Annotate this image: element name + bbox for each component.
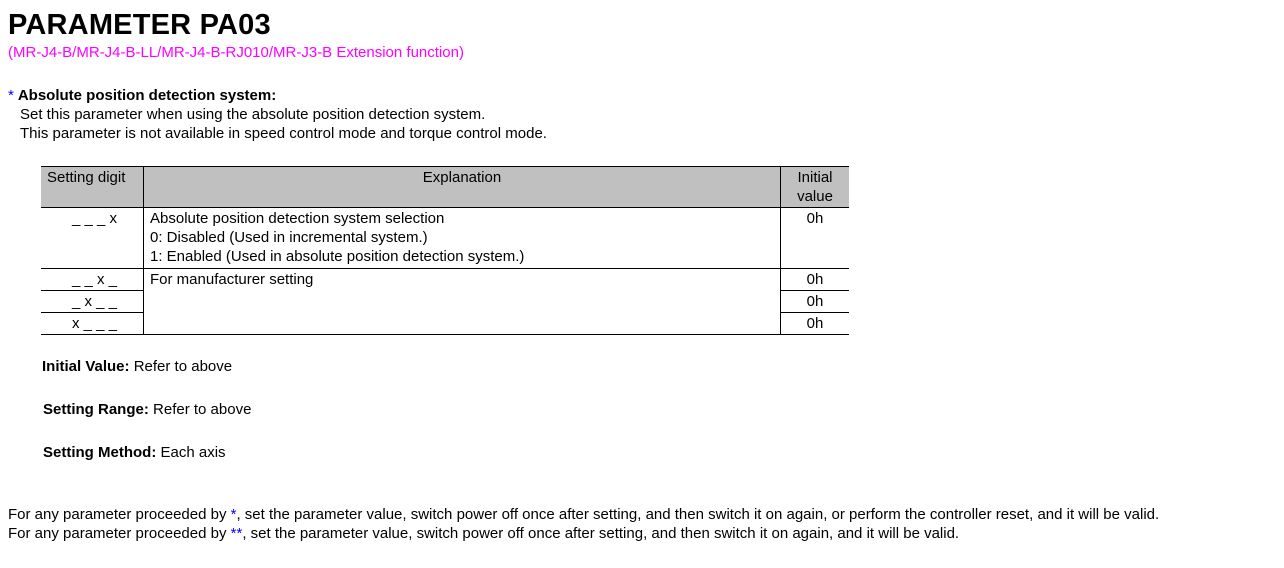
explanation-line: Absolute position detection system selection <box>150 210 445 227</box>
page-title: PARAMETER PA03 <box>8 9 271 41</box>
initial-value-label: Initial Value: <box>42 358 130 375</box>
footnote-prefix: For any parameter proceeded by <box>8 525 231 542</box>
column-header-explanation: Explanation <box>144 167 781 208</box>
section-description-line: This parameter is not available in speed control mode and torque control mode. <box>20 125 547 142</box>
setting-digit-cell: _ x _ _ <box>41 291 144 313</box>
initial-value-text: Refer to above <box>133 358 233 375</box>
footnote-single-star <box>8 506 1159 524</box>
initial-value-cell: 0h <box>781 291 850 313</box>
initial-header-line: Initial <box>797 169 833 186</box>
setting-method-label: Setting Method: <box>43 444 157 461</box>
setting-range-text: Refer to above <box>153 401 252 418</box>
required-marker: * <box>8 87 14 104</box>
footnote-suffix: , set the parameter value, switch power off once after setting, and then switch it on again, and it will be valid. <box>242 525 960 542</box>
table-row <box>41 208 849 269</box>
initial-value-info <box>42 358 232 376</box>
footnote-suffix: , set the parameter value, switch power off once after setting, and then switch it on again, or perform the controller reset, and it will be valid. <box>236 506 1160 523</box>
section-heading <box>8 87 276 105</box>
footnote-prefix: For any parameter proceeded by <box>8 506 231 523</box>
setting-range-label: Setting Range: <box>43 401 149 418</box>
explanation-cell <box>144 208 781 269</box>
setting-digit-cell: _ _ x _ <box>41 269 144 291</box>
setting-range-info <box>43 401 251 419</box>
initial-header-line: value <box>797 188 833 205</box>
section-heading-text: Absolute position detection system: <box>17 87 277 104</box>
setting-digit-cell: x _ _ _ <box>41 313 144 335</box>
initial-value-cell: 0h <box>781 313 850 335</box>
star-marker: * <box>230 506 237 523</box>
page-subtitle: (MR-J4-B/MR-J4-B-LL/MR-J4-B-RJ010/MR-J3-B Extension function) <box>8 44 464 61</box>
initial-value-cell: 0h <box>781 208 850 269</box>
explanation-line: 1: Enabled (Used in absolute position detection system.) <box>150 248 525 265</box>
setting-method-info <box>43 444 226 462</box>
initial-value-cell: 0h <box>781 269 850 291</box>
table-header-row <box>41 167 849 208</box>
footnote-double-star <box>8 525 959 543</box>
parameter-table <box>41 166 849 335</box>
setting-digit-cell: _ _ _ x <box>41 208 144 269</box>
table-row <box>41 269 849 291</box>
column-header-initial-value <box>781 167 850 208</box>
double-star-marker: ** <box>230 525 243 542</box>
setting-method-text: Each axis <box>160 444 226 461</box>
explanation-line: 0: Disabled (Used in incremental system.) <box>150 229 428 246</box>
column-header-setting-digit: Setting digit <box>41 167 144 208</box>
explanation-cell: For manufacturer setting <box>144 269 781 335</box>
section-description-line: Set this parameter when using the absolute position detection system. <box>20 106 486 123</box>
